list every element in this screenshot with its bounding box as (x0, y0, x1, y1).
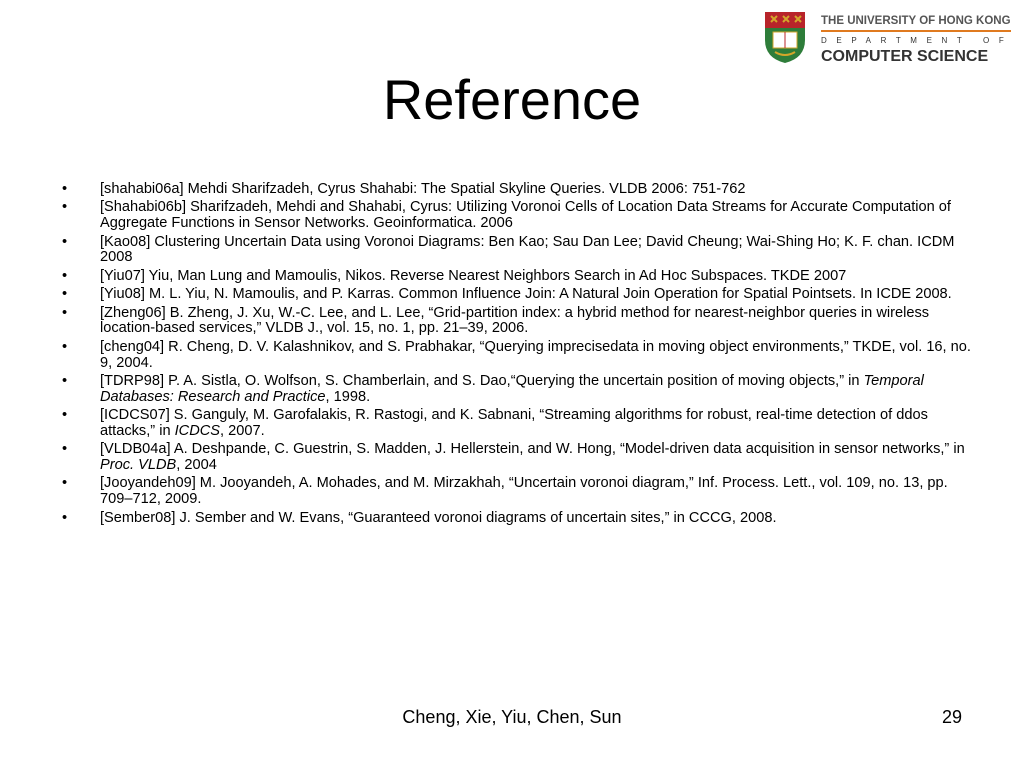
hku-crest-and-wordmark (763, 10, 1013, 64)
reference-text: [VLDB04a] A. Deshpande, C. Guestrin, S. Madden, J. Hellerstein, and W. Hong, “Model-driven data acquisition in sensor networks,” in (100, 441, 965, 458)
reference-item (62, 182, 982, 198)
wordmark-rule (821, 30, 1011, 32)
reference-text: [Yiu07] Yiu, Man Lung and Mamoulis, Nikos. Reverse Nearest Neighbors Search in Ad Hoc Subspaces. TKDE 2007 (100, 267, 847, 284)
reference-text: [Yiu08] M. L. Yiu, N. Mamoulis, and P. Karras. Common Influence Join: A Natural Join Operation for Spatial Pointsets. In ICDE 2008. (100, 286, 952, 303)
reference-item (62, 340, 982, 372)
reference-list (62, 182, 982, 529)
reference-item (62, 269, 982, 285)
hku-cs-logo (763, 10, 1013, 64)
reference-venue-italic: Proc. VLDB (100, 457, 177, 474)
bullet-icon: • (62, 338, 68, 355)
reference-item (62, 408, 982, 440)
reference-item (62, 476, 982, 508)
bullet-icon: • (62, 441, 68, 458)
svg-text:DEPARTMENT OF: DEPARTMENT OF (821, 36, 1013, 45)
reference-text: , 2007. (220, 422, 265, 439)
bullet-icon: • (62, 509, 68, 526)
bullet-icon: • (62, 475, 68, 492)
reference-text: [Zheng06] B. Zheng, J. Xu, W.-C. Lee, and L. Lee, “Grid-partition index: a hybrid method for nearest-neighbor queries in wireless location-based services,” VLDB J., vol. 15, no. 1, pp. 21–39, 2006. (100, 304, 930, 337)
reference-item (62, 235, 982, 267)
bullet-icon: • (62, 267, 68, 284)
reference-item (62, 374, 982, 406)
reference-text: [TDRP98] P. A. Sistla, O. Wolfson, S. Chamberlain, and S. Dao,“Querying the uncertain position of moving objects,” in (100, 372, 864, 389)
reference-item (62, 287, 982, 303)
reference-text: [cheng04] R. Cheng, D. V. Kalashnikov, and S. Prabhakar, “Querying imprecisedata in moving object environments,” TKDE, vol. 16, no. 9, 2004. (100, 338, 971, 371)
bullet-icon: • (62, 407, 68, 424)
reference-item (62, 306, 982, 338)
reference-item (62, 200, 982, 232)
reference-venue-italic: Temporal Databases: Research and Practice (100, 372, 924, 405)
reference-text: , 2004 (176, 457, 217, 474)
bullet-icon: • (62, 199, 68, 216)
reference-text: [ICDCS07] S. Ganguly, M. Garofalakis, R. Rastogi, and K. Sabnani, “Streaming algorithms for robust, real-time detection of ddos attacks,” in (100, 407, 928, 439)
bullet-icon: • (62, 372, 68, 389)
bullet-icon: • (62, 233, 68, 250)
reference-venue-italic: ICDCS (174, 422, 221, 439)
svg-text:THE UNIVERSITY OF HONG KONG: THE UNIVERSITY OF HONG KONG (821, 15, 1011, 27)
svg-text:COMPUTER SCIENCE: COMPUTER SCIENCE (821, 48, 989, 64)
reference-text: [Shahabi06b] Sharifzadeh, Mehdi and Shahabi, Cyrus: Utilizing Voronoi Cells of Location Data Streams for Accurate Computation of Aggregate Functions in Sensor Networks. Geoinformatica. 2006 (100, 199, 951, 232)
page-number: 29 (941, 707, 962, 727)
bullet-icon: • (62, 304, 68, 321)
reference-item (62, 511, 982, 527)
footer-authors: Cheng, Xie, Yiu, Chen, Sun (402, 707, 622, 727)
reference-text: [Jooyandeh09] M. Jooyandeh, A. Mohades, and M. Mirzakhah, “Uncertain voronoi diagram,” Inf. Process. Lett., vol. 109, no. 13, pp. 709–712, 2009. (100, 475, 948, 508)
slide-title: Reference (382, 68, 642, 131)
reference-item (62, 442, 982, 474)
reference-text: [shahabi06a] Mehdi Sharifzadeh, Cyrus Shahabi: The Spatial Skyline Queries. VLDB 2006: 751-762 (100, 181, 746, 197)
reference-text: [Semb​er08] J. Sember and W. Evans, “Guaranteed voronoi diagrams of uncertain sites,” in CCCG, 2008. (100, 509, 777, 526)
reference-text: [Kao08] Clustering Uncertain Data using Voronoi Diagrams: Ben Kao; Sau Dan Lee; David Cheung; Wai-Shing Ho; K. F. chan. ICDM 2008 (100, 233, 955, 266)
reference-text: , 1998. (325, 388, 371, 405)
bullet-icon: • (62, 181, 68, 197)
bullet-icon: • (62, 286, 68, 303)
